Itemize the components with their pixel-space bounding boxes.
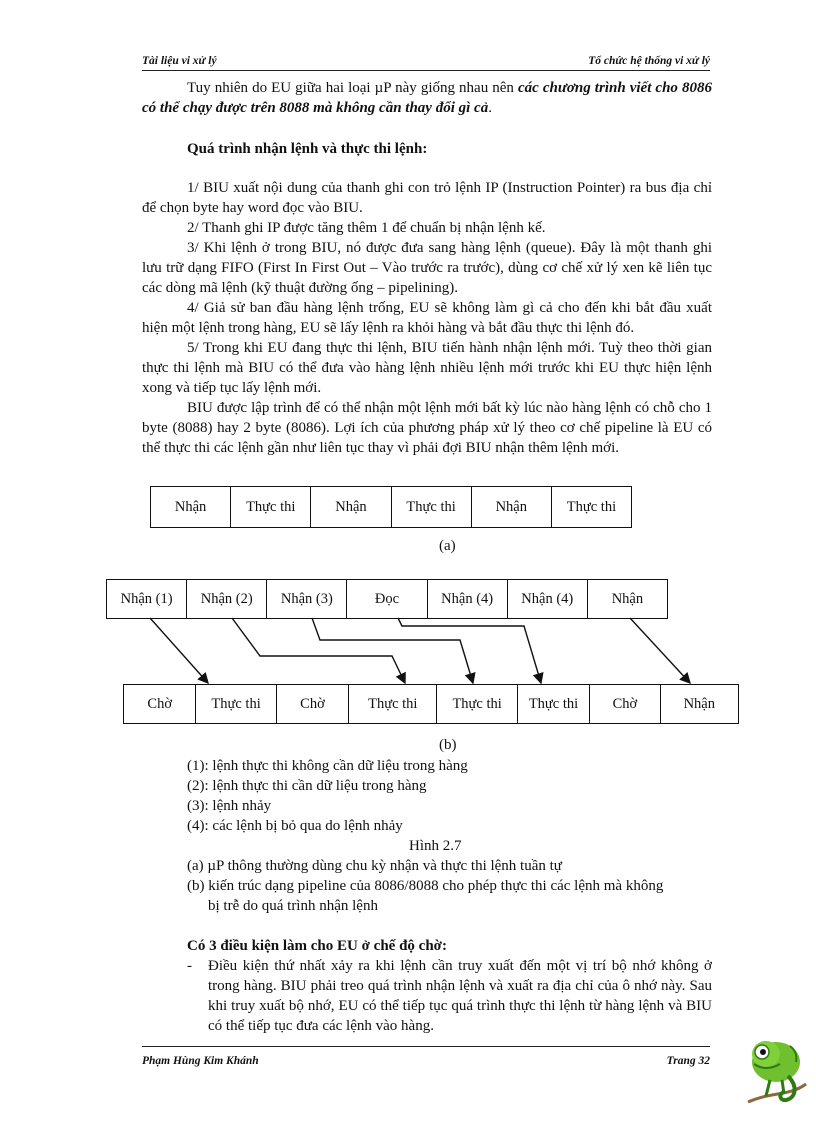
intro-text: Tuy nhiên do EU giữa hai loại µP này giống nhau nên bbox=[187, 80, 518, 96]
section-title: Quá trình nhận lệnh và thực thi lệnh: bbox=[187, 141, 428, 157]
footer-author: Phạm Hùng Kim Khánh bbox=[142, 1055, 259, 1067]
diagram-b-top-cell: Nhận (4) bbox=[508, 580, 588, 618]
diagram-b-top-cell: Nhận (1) bbox=[107, 580, 187, 618]
diagram-b-bottom-cell: Chờ bbox=[124, 685, 196, 723]
chameleon-mascot-image bbox=[740, 1032, 810, 1114]
diagram-a-cell: Thực thi bbox=[392, 487, 472, 527]
biu-paragraph: BIU được lập trình để có thể nhận một lệnh mới bất kỳ lúc nào hàng lệnh có chỗ cho 1 byte (8088) hay 2 byte (8086). Lợi ích của phương pháp xử lý theo cơ chế pipeline là EU có thể thực thi các lệnh gần như liên tục thay vì phải đợi BIU nhận thêm lệnh mới. bbox=[142, 400, 712, 456]
diagram-b-bottom-cell: Chờ bbox=[590, 685, 660, 723]
diagram-a-cell: Nhận bbox=[151, 487, 231, 527]
step-3: 3/ Khi lệnh ở trong BIU, nó được đưa sang hàng lệnh (queue). Đây là một thanh ghi lưu trữ dạng FIFO (First In First Out – Vào trước ra trước), dùng cơ chế xử lý xen kẽ liên tục các dòng mã lệnh (kỹ thuật đường ống – pipelining). bbox=[142, 240, 712, 296]
diagram-b-bottom-cell: Thực thi bbox=[196, 685, 276, 723]
step-4: 4/ Giả sử ban đầu hàng lệnh trống, EU sẽ không làm gì cả cho đến khi bắt đầu xuất hiện một lệnh trong hàng, EU sẽ lấy lệnh ra khỏi hàng và bắt đầu thực thi lệnh đó. bbox=[142, 300, 712, 336]
condition-text: Điều kiện thứ nhất xảy ra khi lệnh cần truy xuất đến một vị trí bộ nhớ không ở trong hàng. BIU phải treo quá trình nhận lệnh và xuất ra địa chỉ của ô nhớ này. Sau khi truy xuất bộ nhớ, EU có thể tiếp tục quá trình thực thi lệnh từ hàng lệnh và BIU có thể tiếp tục đưa các lệnh vào hàng. bbox=[208, 958, 712, 1034]
page-footer bbox=[142, 1046, 710, 1072]
diagram-a-cell: Thực thi bbox=[231, 487, 311, 527]
legend-item: (3): lệnh nhảy bbox=[187, 798, 272, 814]
diagram-b-bottom-cell: Thực thi bbox=[437, 685, 517, 723]
header-right: Tổ chức hệ thống vi xử lý bbox=[588, 55, 710, 67]
diagram-b-top-cell: Đọc bbox=[347, 580, 427, 618]
diagram-a-cell: Nhận bbox=[311, 487, 391, 527]
diagram-b-top-cell: Nhận bbox=[611, 590, 644, 607]
legend-item: (1): lệnh thực thi không cần dữ liệu trong hàng bbox=[187, 758, 468, 774]
figure-note: bị trễ do quá trình nhận lệnh bbox=[208, 898, 378, 914]
diagram-a-cell: Nhận bbox=[472, 487, 552, 527]
condition-bullet: - bbox=[187, 958, 192, 974]
diagram-b-top-cell: Nhận (4) bbox=[428, 580, 508, 618]
arrow-3 bbox=[312, 618, 473, 683]
step-1: 1/ BIU xuất nội dung của thanh ghi con trỏ lệnh IP (Instruction Pointer) ra bus địa chỉ để chọn byte hay word đọc vào BIU. bbox=[142, 180, 712, 216]
arrow-2 bbox=[232, 618, 405, 683]
step-5: 5/ Trong khi EU đang thực thi lệnh, BIU tiến hành nhận lệnh mới. Tuỳ theo thời gian thực thi lệnh mà BIU có thể đưa vào hàng lệnh nhiều lệnh mới trước khi EU thực hiện lệnh xong và tiếp tục lấy lệnh mới. bbox=[142, 340, 712, 396]
intro-end: . bbox=[488, 100, 492, 116]
diagram-b-bottom-cell: Nhận bbox=[683, 695, 715, 712]
diagram-b-bottom-cell: Thực thi bbox=[518, 685, 590, 723]
header-left: Tài liệu vi xử lý bbox=[142, 55, 217, 67]
diagram-b-bottom-row bbox=[123, 684, 739, 724]
legend-item: (2): lệnh thực thi cần dữ liệu trong hàng bbox=[187, 778, 427, 794]
diagram-b-bottom-cell: Thực thi bbox=[349, 685, 437, 723]
diagram-a-cell: Thực thi bbox=[566, 498, 617, 515]
arrow-5 bbox=[630, 618, 690, 683]
arrow-1 bbox=[150, 618, 208, 683]
intro-emphasis: các chương trình viết cho 8086 có thể chạy được trên 8088 mà không cần thay đổi gì cả bbox=[142, 80, 712, 116]
diagram-b-top-cell: Nhận (2) bbox=[187, 580, 267, 618]
figure-note: (b) kiến trúc dạng pipeline của 8086/8088 cho phép thực thi các lệnh mà không bbox=[187, 878, 664, 894]
diagram-b-bottom-cell: Chờ bbox=[277, 685, 349, 723]
diagram-a-caption: (a) bbox=[439, 538, 456, 554]
conditions-title: Có 3 điều kiện làm cho EU ở chế độ chờ: bbox=[187, 938, 447, 954]
diagram-b-caption: (b) bbox=[439, 737, 457, 753]
figure-caption: Hình 2.7 bbox=[409, 838, 462, 854]
legend-item: (4): các lệnh bị bỏ qua do lệnh nhảy bbox=[187, 818, 403, 834]
footer-page-number: Trang 32 bbox=[666, 1055, 710, 1067]
diagram-b-top-cell: Nhận (3) bbox=[267, 580, 347, 618]
step-2: 2/ Thanh ghi IP được tăng thêm 1 để chuẩn bị nhận lệnh kế. bbox=[187, 220, 546, 236]
figure-note: (a) µP thông thường dùng chu kỳ nhận và thực thi lệnh tuần tự bbox=[187, 858, 562, 874]
